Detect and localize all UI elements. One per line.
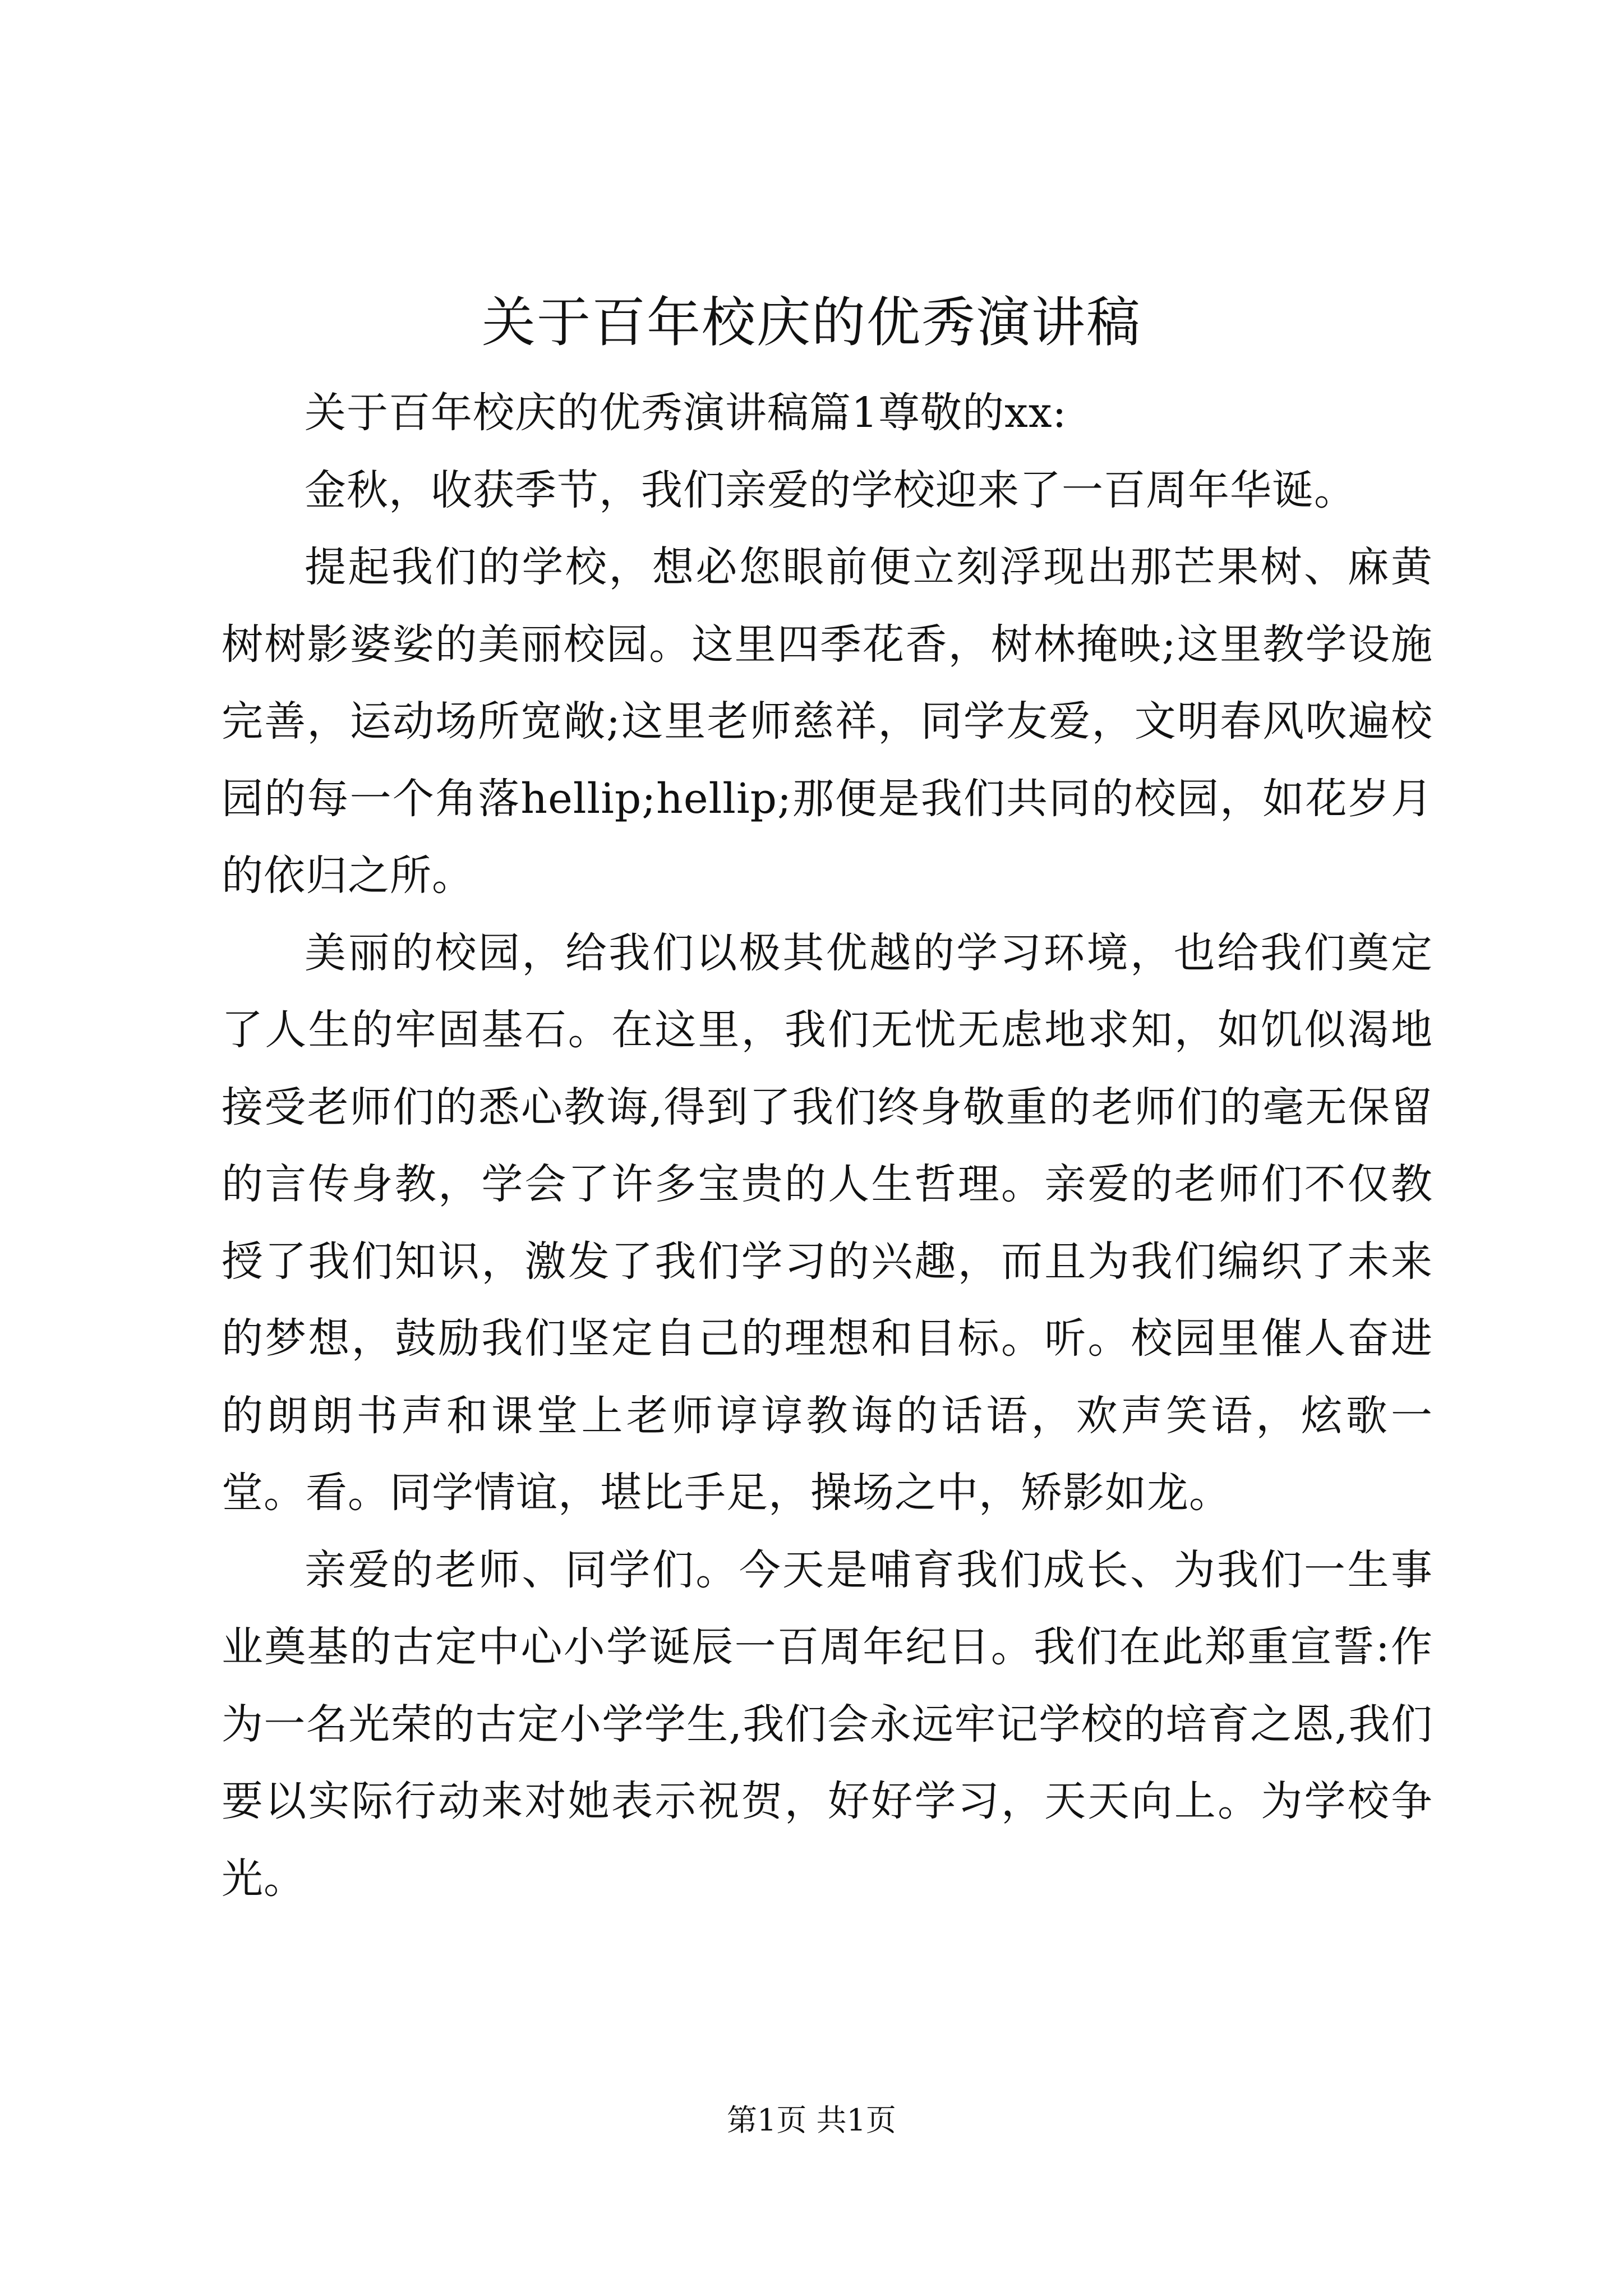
paragraph-salutation: 关于百年校庆的优秀演讲稿篇1尊敬的xx: [305,389,1067,437]
document-body [222,375,1433,1917]
document-title: 关于百年校庆的优秀演讲稿 [482,291,1141,354]
paragraph-pledge: 亲爱的老师、同学们。今天是哺育我们成长、为我们一生事业奠基的古定中心小学诞辰一百周年纪日。我们在此郑重宣誓:作为一名光荣的古定小学学生,我们会永远牢记学校的培育之恩,我们要以实际行动来对她表示祝贺，好好学习，天天向上。为学校争光。 [222,1545,1433,1903]
page-footer: 第1页 共1页 [727,2102,896,2138]
paragraph-teachers: 美丽的校园，给我们以极其优越的学习环境，也给我们奠定了人生的牢固基石。在这里，我们无忧无虑地求知，如饥似渴地接受老师们的悉心教诲,得到了我们终身敬重的老师们的毫无保留的言传身教，学会了许多宝贵的人生哲理。亲爱的老师们不仅教授了我们知识，激发了我们学习的兴趣，而且为我们编织了未来的梦想，鼓励我们坚定自己的理想和目标。听。校园里催人奋进的朗朗书声和课堂上老师谆谆教诲的话语，欢声笑语，炫歌一堂。看。同学情谊，堪比手足，操场之中，矫影如龙。 [222,928,1433,1517]
paragraph-campus: 提起我们的学校，想必您眼前便立刻浮现出那芒果树、麻黄树树影婆娑的美丽校园。这里四季花香，树林掩映;这里教学设施完善，运动场所宽敞;这里老师慈祥，同学友爱，文明春风吹遍校园的每一个角落hellip;hellip;那便是我们共同的校园，如花岁月的依归之所。 [222,543,1433,900]
paragraph-opening: 金秋，收获季节，我们亲爱的学校迎来了一百周年华诞。 [305,466,1356,514]
